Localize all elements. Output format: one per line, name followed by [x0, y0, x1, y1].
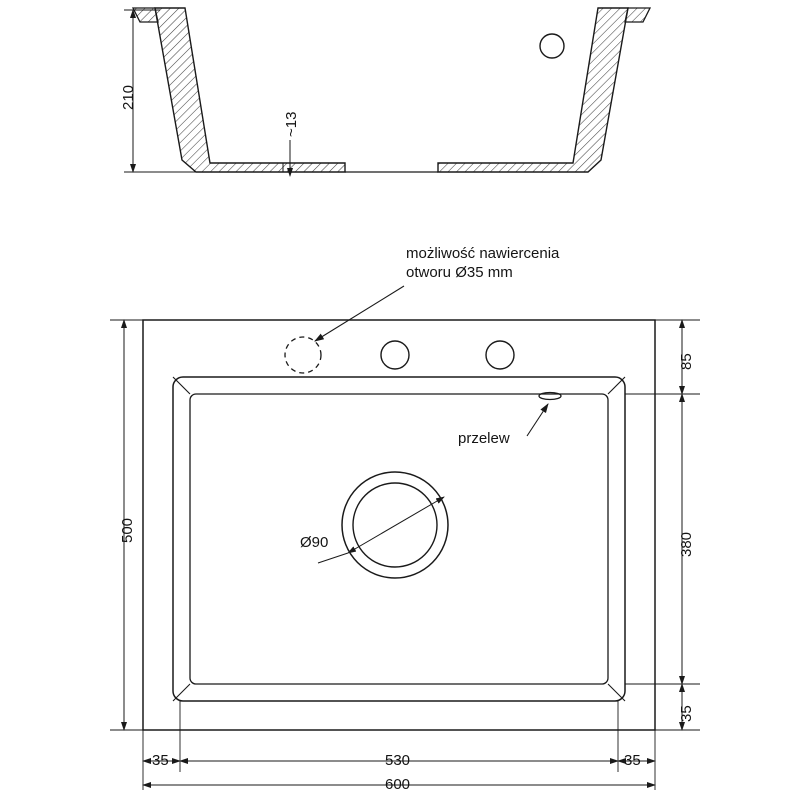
annotation-overflow: przelew — [458, 430, 510, 447]
drain-diameter-line — [348, 497, 444, 553]
bowl-inner — [190, 394, 608, 684]
bowl-corner-tl — [173, 377, 190, 394]
tap-hole-center — [381, 341, 409, 369]
section-tap-hole — [540, 34, 564, 58]
annotation-drill-note-line2: otworu Ø35 mm — [406, 264, 513, 281]
dimension-label-210: 210 — [120, 84, 137, 110]
tap-hole-optional — [285, 337, 321, 373]
dimension-label-35-front: 35 — [678, 705, 695, 722]
dimension-label-600: 600 — [385, 776, 411, 793]
section-wall-right — [438, 8, 628, 172]
dimension-label-35-right: 35 — [624, 752, 641, 769]
bowl-corner-br — [608, 684, 625, 701]
section-rim-right — [625, 8, 650, 22]
dimension-label-500: 500 — [119, 517, 136, 543]
section-wall-left — [155, 8, 345, 172]
dimension-label-35-left: 35 — [152, 752, 169, 769]
dimension-label-85: 85 — [678, 353, 695, 370]
note-leader — [315, 286, 404, 341]
drain-inner-circle — [353, 483, 437, 567]
annotation-drill-note-line1: możliwość nawiercenia — [406, 245, 560, 262]
cross-section-view — [124, 8, 650, 176]
dimension-label-thickness: ~13 — [283, 111, 300, 137]
drain-outer-circle — [342, 472, 448, 578]
top-view — [110, 286, 700, 790]
dimension-label-380: 380 — [678, 531, 695, 557]
dimension-label-530: 530 — [385, 752, 411, 769]
overflow-leader — [527, 404, 548, 436]
bowl-outer — [173, 377, 625, 701]
sink-outline — [143, 320, 655, 730]
annotation-drain-diameter: Ø90 — [300, 534, 329, 551]
drain-label-leader — [318, 553, 348, 563]
tap-hole-right — [486, 341, 514, 369]
bowl-corner-tr — [608, 377, 625, 394]
bowl-corner-bl — [173, 684, 190, 701]
